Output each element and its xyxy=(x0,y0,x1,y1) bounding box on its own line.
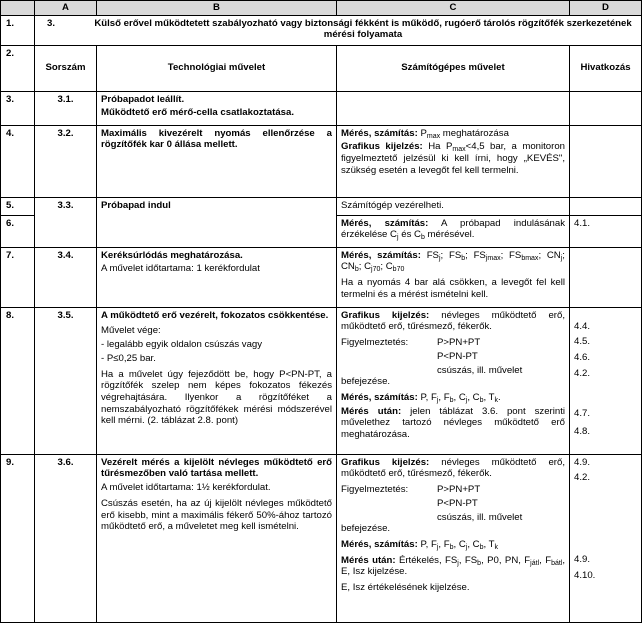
warning-label: Figyelmeztetés: xyxy=(341,337,409,349)
reference-cell xyxy=(570,197,642,215)
computer-cell xyxy=(337,247,570,307)
table-row-9 xyxy=(1,454,642,622)
warning-item: P>PN+PT xyxy=(437,484,481,496)
col-a-letter: A xyxy=(35,1,97,16)
sorszam-cell: 3.5. xyxy=(35,307,97,454)
column-letter-row xyxy=(1,1,642,16)
row-number: 1. xyxy=(1,15,35,45)
pressure-note: Ha a nyomás 4 bar alá csökken, a levegőt fel kell termelni és a mérést ismételni kell. xyxy=(341,277,565,300)
computer-cell xyxy=(337,91,570,125)
warning-item-end: befejezése. xyxy=(341,523,391,535)
warning-item: csúszás, ill. művelet xyxy=(437,364,523,376)
after-measurement-line: Mérés után: Értékelés, $FS_j$, $FS_b$, P0, PN, $F_{játl}$, $F_{bátl}$, E, Isz kijelzése. xyxy=(341,554,566,578)
computer-cell xyxy=(337,307,570,454)
reference-cell xyxy=(570,454,642,622)
computer-cell: Számítógép vezérelheti. xyxy=(337,197,570,215)
tech-step: Próbapadot leállít. xyxy=(101,93,185,105)
row-number: 2. xyxy=(1,45,35,91)
reference-item: 4.8. xyxy=(574,426,591,438)
reference-item: 4.7. xyxy=(574,407,591,419)
end-condition-item: - legalább egyik oldalon csúszás vagy xyxy=(101,339,263,351)
computer-cell xyxy=(337,454,570,622)
row-number: 5. xyxy=(1,197,35,215)
warning-block xyxy=(341,337,565,376)
row-number: 9. xyxy=(1,454,35,622)
title-row xyxy=(1,15,642,45)
tech-step: A működtető erő vezérelt, fokozatos csökkentése. xyxy=(101,309,329,321)
procedure-note: Csúszás esetén, ha az új kijelölt névleges működtető erő kisebb, mint a maximális fékerő 50%-ához tartozó működtető erő, a műveletet meg kell ismételni. xyxy=(101,497,332,533)
warning-label: Figyelmeztetés: xyxy=(341,484,409,496)
measurement-line: Mérés, számítás: P, $F_j$, $F_b$, $C_j$, $C_b$, $T_k$. xyxy=(341,391,501,404)
measurement-line: Mérés, számítás: $P_{max}$ meghatározása xyxy=(341,127,509,140)
col-b-letter: B xyxy=(97,1,337,16)
tech-step: Működtető erő mérő-cella csatlakoztatása. xyxy=(101,107,295,119)
graphic-display-line: Grafikus kijelzés: Ha $P_{max}<4,5$ bar, a monitoron figyelmeztető jelzésül ki kell írni, hogy „KEVÉS", szükség esetén a levegőt fel kell termelni. xyxy=(341,141,566,176)
row-number: 6. xyxy=(1,215,35,247)
title-section-number: 3. xyxy=(47,17,56,29)
row-number: 4. xyxy=(1,125,35,197)
title-cell xyxy=(35,15,642,45)
sorszam-cell: 3.2. xyxy=(35,125,97,197)
evaluation-display-line: E, Isz értékelésének kijelzése. xyxy=(341,582,470,594)
reference-cell xyxy=(570,307,642,454)
tech-cell xyxy=(97,91,337,125)
measurement-line: Mérés, számítás: $FS_j$; $FS_b$; $FS_{jmax}$; $FS_{bmax}$; $CN_j$; $CN_b$; $C_{j70}$; $C_{b70}$ xyxy=(341,249,565,274)
reference-item: 4.2. xyxy=(574,472,591,484)
sorszam-cell: 3.6. xyxy=(35,454,97,622)
col-d-letter: D xyxy=(570,1,642,16)
sorszam-cell: 3.1. xyxy=(35,91,97,125)
table-row-3 xyxy=(1,91,642,125)
reference-item: 4.4. xyxy=(574,320,591,332)
end-condition-item: - P≤0,25 bar. xyxy=(101,352,156,364)
reference-item: 4.6. xyxy=(574,352,591,364)
warning-item: P<PN-PT xyxy=(437,497,478,509)
duration-note: A művelet időtartama: 1½ kerékfordulat. xyxy=(101,482,271,494)
header-hivatkozas: Hivatkozás xyxy=(570,45,642,91)
warning-item: csúszás, ill. művelet xyxy=(437,511,523,523)
sorszam-cell: 3.4. xyxy=(35,247,97,307)
table-title: Külső erővel működtetett szabályozható vagy biztonsági fékként is működő, rugóerő tárolós rögzítőfék szerkezetének mérési folyamata xyxy=(94,17,632,41)
table-row-8 xyxy=(1,307,642,454)
col-c-letter: C xyxy=(337,1,570,16)
row-number: 7. xyxy=(1,247,35,307)
corner-cell xyxy=(1,1,35,16)
computer-cell: Mérés, számítás: A próbapad indulásának érzékelése $C_j$ és $C_b$ mérésével. xyxy=(337,215,570,247)
measurement-line: Mérés, számítás: P, $F_j$, $F_b$, $C_j$, $C_b$, $T_k$ xyxy=(341,538,499,551)
reference-cell xyxy=(570,91,642,125)
tech-cell xyxy=(97,247,337,307)
reference-item: 4.9. xyxy=(574,456,591,468)
table-row-5 xyxy=(1,197,642,215)
reference-cell: 4.1. xyxy=(570,215,642,247)
computer-cell xyxy=(337,125,570,197)
row-number: 8. xyxy=(1,307,35,454)
reference-item: 4.2. xyxy=(574,367,591,379)
tech-step: Vezérelt mérés a kijelölt névleges működtető erő tűrésmezőben való tartása mellett. xyxy=(101,456,332,480)
after-measurement-line: Mérés után: jelen táblázat 3.6. pont szerinti művelethez tartozó névleges működtető erő meghatározása. xyxy=(341,405,566,441)
graphic-display-line: Grafikus kijelzés: névleges működtető erő, működtető erő, tűrésmező, fékerők. xyxy=(341,456,566,480)
reference-item: 4.10. xyxy=(574,569,596,581)
row-number: 3. xyxy=(1,91,35,125)
tech-cell: Próbapad indul xyxy=(97,197,337,247)
reference-item: 4.5. xyxy=(574,336,591,348)
table-row-7 xyxy=(1,247,642,307)
tech-cell xyxy=(97,454,337,622)
end-condition-label: Művelet vége: xyxy=(101,325,161,337)
tech-cell xyxy=(97,307,337,454)
sorszam-cell: 3.3. xyxy=(35,197,97,247)
graphic-display-line: Grafikus kijelzés: névleges működtető erő, működtető erő, tűrésmező, fékerők. xyxy=(341,309,566,333)
reference-cell xyxy=(570,125,642,197)
tech-step: Keréksúrlódás meghatározása. xyxy=(101,249,243,261)
warning-item: P<PN-PT xyxy=(437,350,478,362)
warning-item-end: befejezése. xyxy=(341,376,391,388)
header-szamitogepes: Számítógépes művelet xyxy=(337,45,570,91)
duration-note: A művelet időtartama: 1 kerékfordulat xyxy=(101,263,260,275)
reference-item: 4.9. xyxy=(574,554,591,566)
table-row-4 xyxy=(1,125,642,197)
reference-cell xyxy=(570,247,642,307)
tech-cell: Maximális kivezérelt nyomás ellenőrzése a rögzítőfék kar 0 állása mellett. xyxy=(97,125,337,197)
warning-block xyxy=(341,484,565,523)
header-sorszam: Sorszám xyxy=(35,45,97,91)
column-header-row xyxy=(1,45,642,91)
header-technologiai: Technológiai művelet xyxy=(97,45,337,91)
warning-item: P>PN+PT xyxy=(437,337,481,349)
procedure-note: Ha a művelet úgy fejeződött be, hogy P<PN-PT, a rögzítőfék szelep nem képes fokozatos fékezés végrehajtására. Ilyenkor a rögzítőféket a nemszabályozható rögzítőfékek mérési módszerével kell mérni. (2. táblázat 2.8. pont) xyxy=(101,368,332,427)
